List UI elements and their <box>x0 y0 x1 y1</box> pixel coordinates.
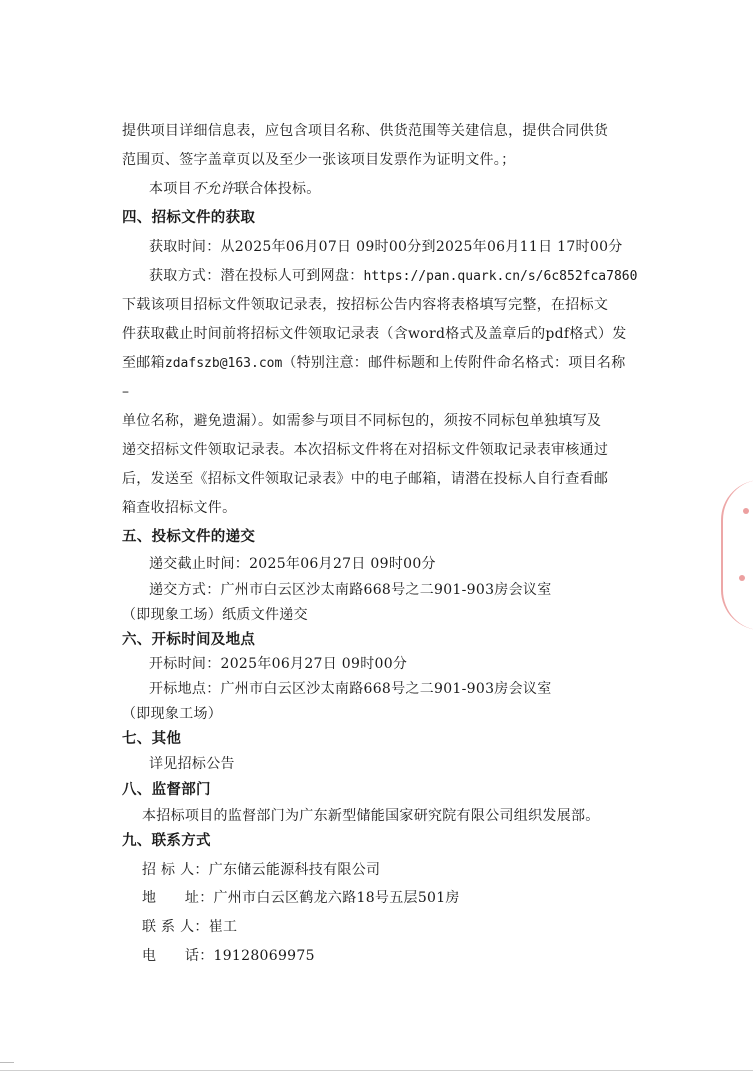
text-span: 至邮箱 <box>122 355 165 371</box>
emphasis-text: 不允许 <box>191 181 235 197</box>
text-line: （即现象工场）纸质文件递交 <box>122 607 308 623</box>
seal-mark <box>743 508 749 514</box>
contact-value: 19128069975 <box>213 948 315 964</box>
text-line <box>149 266 637 287</box>
contact-label: 电 话： <box>142 948 214 964</box>
text-span: （特别注意：邮件标题和上传附件命名格式：项目名称 <box>282 355 626 371</box>
contact-row <box>142 946 315 966</box>
text-line: – <box>122 384 130 400</box>
text-line: 范围页、签字盖章页以及至少一张该项目发票作为证明文件。； <box>122 152 516 168</box>
page-edge-divider <box>0 1070 753 1071</box>
text-span: 获取方式：潜在投标人可到网盘： <box>149 268 364 284</box>
contact-value: 崔工 <box>208 919 238 935</box>
text-line: 下载该项目招标文件领取记录表，按招标公告内容将表格填写完整，在招标文 <box>122 297 609 313</box>
section-heading: 七、其他 <box>122 730 182 747</box>
section-heading: 五、投标文件的递交 <box>122 528 256 545</box>
text-line: 获取时间：从2025年06月07日 09时00分到2025年06月11日 17时00分 <box>149 239 623 255</box>
contact-row <box>142 860 380 880</box>
contact-value: 广州市白云区鹤龙六路18号五层501房 <box>213 890 460 906</box>
section-heading: 九、联系方式 <box>122 832 211 849</box>
section-heading: 八、监督部门 <box>122 781 211 798</box>
text-line: 开标时间：2025年06月27日 09时00分 <box>149 656 408 672</box>
text-line: 递交招标文件领取记录表。本次招标文件将在对招标文件领取记录表审核通过 <box>122 442 609 458</box>
seal-mark <box>739 575 745 581</box>
contact-row <box>142 888 460 908</box>
contact-label: 联 系 人： <box>142 919 209 935</box>
download-link[interactable]: https://pan.quark.cn/s/6c852fca7860 <box>363 269 638 284</box>
section-heading: 六、开标时间及地点 <box>122 631 256 648</box>
official-seal-fragment <box>721 480 753 630</box>
text-span: 联合体投标。 <box>234 181 321 197</box>
text-line: 件获取截止时间前将招标文件领取记录表（含word格式及盖章后的pdf格式）发 <box>122 326 627 342</box>
text-line: 递交截止时间：2025年06月27日 09时00分 <box>149 556 436 572</box>
contact-row <box>142 917 237 937</box>
text-line: 单位名称，避免遗漏）。如需参与项目不同标包的，须按不同标包单独填写及 <box>122 413 602 429</box>
contact-label: 地 址： <box>142 890 214 906</box>
contact-value: 广东储云能源科技有限公司 <box>208 862 381 878</box>
text-line: 后，发送至《招标文件领取记录表》中的电子邮箱，请潜在投标人自行查看邮 <box>122 471 609 487</box>
text-line: （即现象工场） <box>122 706 223 722</box>
text-span: 本项目 <box>149 181 192 197</box>
text-line: 开标地点：广州市白云区沙太南路668号之二901-903房会议室 <box>149 681 552 697</box>
text-line: 详见招标公告 <box>149 756 235 772</box>
text-line <box>122 353 626 374</box>
text-line: 本招标项目的监督部门为广东新型储能国家研究院有限公司组织发展部。 <box>142 808 600 824</box>
text-line: 提供项目详细信息表，应包含项目名称、供货范围等关建信息，提供合同供货 <box>122 123 609 139</box>
text-line: 箱查收招标文件。 <box>122 500 237 516</box>
contact-label: 招 标 人： <box>142 862 209 878</box>
page-corner-mark <box>0 1062 14 1073</box>
text-line: 递交方式：广州市白云区沙太南路668号之二901-903房会议室 <box>149 582 552 598</box>
text-line <box>149 179 321 199</box>
email-link[interactable]: zdafszb@163.com <box>164 356 283 371</box>
section-heading: 四、招标文件的获取 <box>122 209 256 226</box>
